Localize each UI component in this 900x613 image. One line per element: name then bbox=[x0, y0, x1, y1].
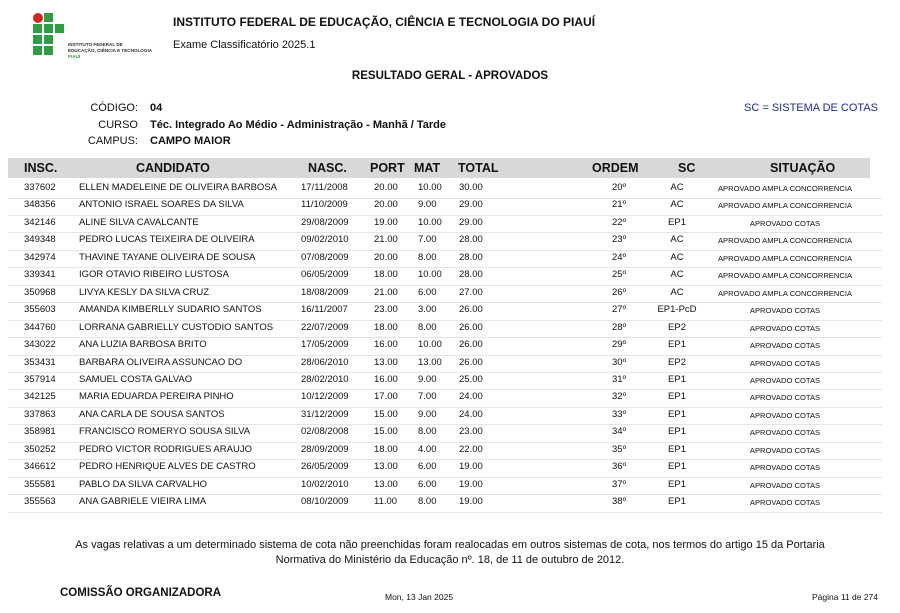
cell-total: 26.00 bbox=[459, 304, 483, 316]
cell-situacao: APROVADO AMPLA CONCORRENCIA bbox=[717, 253, 853, 263]
cell-mat: 6.00 bbox=[418, 461, 437, 473]
cell-total: 29.00 bbox=[459, 216, 483, 228]
campus-label: CAMPUS: bbox=[87, 135, 138, 147]
cell-port: 20.00 bbox=[374, 182, 398, 193]
col-situacao: SITUAÇÃO bbox=[770, 161, 836, 175]
table-row bbox=[8, 232, 882, 251]
cell-insc: 343022 bbox=[24, 339, 56, 351]
cell-ordem: 35º bbox=[612, 443, 627, 455]
cell-port: 19.00 bbox=[374, 216, 398, 228]
cell-mat: 13.00 bbox=[418, 356, 442, 368]
col-insc: INSC. bbox=[24, 161, 58, 175]
cell-total: 28.00 bbox=[459, 234, 483, 246]
cell-port: 13.00 bbox=[374, 356, 398, 368]
cell-nome: PEDRO VICTOR RODRIGUES ARAUJO bbox=[79, 443, 252, 455]
cell-insc: 348356 bbox=[24, 199, 56, 211]
cell-nome: FRANCISCO ROMERYO SOUSA SILVA bbox=[79, 426, 251, 438]
cell-port: 11.00 bbox=[374, 496, 398, 508]
cell-situacao: APROVADO COTAS bbox=[749, 480, 821, 490]
table-row bbox=[8, 424, 882, 443]
cell-sc: EP1 bbox=[668, 391, 686, 403]
logo-text-line2: EDUCAÇÃO, CIÊNCIA E TECNOLOGIA bbox=[68, 48, 153, 53]
cell-situacao: APROVADO AMPLA CONCORRENCIA bbox=[717, 236, 853, 246]
cell-insc: 357914 bbox=[24, 373, 56, 385]
cell-insc: 346612 bbox=[24, 461, 56, 473]
table-row bbox=[8, 442, 882, 461]
cell-insc: 342125 bbox=[24, 391, 56, 403]
institution-name: INSTITUTO FEDERAL DE EDUCAÇÃO, CIÊNCIA E TECNOLOGIA DO PIAUÍ bbox=[173, 15, 596, 29]
cell-total: 26.00 bbox=[459, 339, 483, 351]
cell-nome: AMANDA KIMBERLLY SUDARIO SANTOS bbox=[79, 304, 262, 316]
cell-nasc: 28/02/2010 bbox=[301, 373, 349, 385]
cell-insc: 355563 bbox=[24, 496, 56, 508]
cell-mat: 8.00 bbox=[418, 321, 437, 333]
cell-sc: EP1 bbox=[668, 339, 686, 351]
col-port: PORT bbox=[370, 161, 405, 175]
cell-nome: SAMUEL COSTA GALVAO bbox=[79, 373, 193, 385]
cell-mat: 8.00 bbox=[418, 426, 437, 438]
cell-nasc: 11/10/2009 bbox=[301, 199, 348, 211]
cell-sc: EP1 bbox=[668, 373, 686, 385]
cell-nome: LIVYA KESLY DA SILVA CRUZ bbox=[79, 286, 210, 298]
cell-nome: PEDRO HENRIQUE ALVES DE CASTRO bbox=[79, 461, 256, 473]
table-row bbox=[8, 494, 882, 513]
cell-nasc: 29/08/2009 bbox=[301, 216, 349, 228]
cell-insc: 353431 bbox=[24, 356, 56, 368]
cell-sc: EP1 bbox=[668, 408, 686, 420]
table-row bbox=[8, 267, 882, 286]
col-nasc: NASC. bbox=[308, 161, 347, 175]
cell-insc: 355581 bbox=[24, 478, 56, 490]
cell-situacao: APROVADO COTAS bbox=[749, 428, 821, 438]
cell-nome: ANA LUZIA BARBOSA BRITO bbox=[79, 339, 207, 351]
cell-ordem: 38º bbox=[612, 496, 627, 508]
cell-sc: EP1-PcD bbox=[657, 304, 697, 316]
footnote-line1: As vagas relativas a um determinado sistema de cota não preenchidas foram realocadas em outros sistemas de cota, nos termos do artigo 15 da Portaria bbox=[75, 539, 825, 551]
cell-nasc: 17/05/2009 bbox=[301, 339, 349, 351]
cell-total: 28.00 bbox=[459, 251, 483, 263]
cell-mat: 10.00 bbox=[418, 216, 442, 228]
cell-ordem: 22º bbox=[612, 216, 627, 228]
cell-nome: ANA CARLA DE SOUSA SANTOS bbox=[79, 408, 225, 420]
cell-ordem: 34º bbox=[612, 426, 627, 438]
cell-ordem: 33º bbox=[612, 408, 627, 420]
cell-insc: 349348 bbox=[24, 234, 56, 246]
table-row bbox=[8, 459, 882, 478]
cell-nasc: 28/06/2010 bbox=[301, 356, 349, 368]
cell-situacao: APROVADO AMPLA CONCORRENCIA bbox=[717, 184, 853, 193]
cell-port: 15.00 bbox=[374, 408, 398, 420]
cell-nome: LORRANA GABRIELLY CUSTODIO SANTOS bbox=[79, 321, 274, 333]
ifpi-logo bbox=[33, 13, 173, 63]
col-total: TOTAL bbox=[458, 161, 499, 175]
table-row bbox=[8, 477, 882, 496]
cell-ordem: 30º bbox=[612, 356, 627, 368]
cell-total: 24.00 bbox=[459, 391, 483, 403]
cell-ordem: 26º bbox=[612, 286, 627, 298]
cell-ordem: 36º bbox=[612, 461, 627, 473]
cell-total: 29.00 bbox=[459, 199, 483, 211]
cell-mat: 8.00 bbox=[418, 251, 437, 263]
cell-total: 30.00 bbox=[459, 182, 483, 193]
cell-sc: AC bbox=[670, 251, 684, 263]
cell-total: 19.00 bbox=[459, 496, 483, 508]
table-row bbox=[8, 372, 882, 391]
cell-situacao: APROVADO COTAS bbox=[749, 323, 821, 333]
table-row bbox=[8, 302, 882, 321]
cell-port: 18.00 bbox=[374, 443, 398, 455]
cell-nasc: 10/02/2010 bbox=[301, 478, 349, 490]
cell-insc: 342146 bbox=[24, 216, 56, 228]
cell-port: 21.00 bbox=[374, 286, 398, 298]
cell-port: 15.00 bbox=[374, 426, 398, 438]
cell-mat: 4.00 bbox=[418, 443, 437, 455]
table-row bbox=[8, 250, 882, 269]
cell-mat: 10.00 bbox=[418, 339, 442, 351]
cell-port: 17.00 bbox=[374, 391, 398, 403]
table-row bbox=[8, 285, 882, 304]
cell-sc: EP2 bbox=[668, 321, 686, 333]
cell-situacao: APROVADO COTAS bbox=[749, 410, 821, 420]
cell-ordem: 37º bbox=[612, 478, 627, 490]
cell-mat: 7.00 bbox=[418, 391, 437, 403]
cell-sc: EP1 bbox=[668, 216, 686, 228]
cell-ordem: 27º bbox=[612, 304, 627, 316]
exam-name: Exame Classificatório 2025.1 bbox=[173, 39, 316, 51]
cell-ordem: 32º bbox=[612, 391, 627, 403]
logo-text-line1: INSTITUTO FEDERAL DE bbox=[68, 42, 123, 47]
cell-nasc: 28/09/2009 bbox=[301, 443, 349, 455]
cell-port: 16.00 bbox=[374, 339, 398, 351]
cell-situacao: APROVADO COTAS bbox=[749, 358, 821, 368]
curso-value: Téc. Integrado Ao Médio - Administração - Manhã / Tarde bbox=[150, 119, 447, 131]
cell-ordem: 25º bbox=[612, 269, 627, 281]
cell-sc: AC bbox=[670, 269, 684, 281]
cell-total: 19.00 bbox=[459, 478, 483, 490]
cell-mat: 10.00 bbox=[418, 182, 442, 193]
cell-nasc: 10/12/2009 bbox=[301, 391, 349, 403]
table-row bbox=[8, 320, 882, 339]
cell-port: 13.00 bbox=[374, 461, 398, 473]
cell-port: 23.00 bbox=[374, 304, 398, 316]
cell-mat: 3.00 bbox=[418, 304, 437, 316]
cell-total: 24.00 bbox=[459, 408, 483, 420]
cell-port: 21.00 bbox=[374, 234, 398, 246]
cell-insc: 350968 bbox=[24, 286, 56, 298]
cell-insc: 350252 bbox=[24, 443, 56, 455]
cell-insc: 358981 bbox=[24, 426, 56, 438]
sc-legend: SC = SISTEMA DE COTAS bbox=[744, 102, 878, 114]
cell-nasc: 16/11/2007 bbox=[301, 304, 348, 316]
cell-insc: 355603 bbox=[24, 304, 56, 316]
cell-nome: MARIA EDUARDA PEREIRA PINHO bbox=[79, 391, 234, 403]
cell-mat: 9.00 bbox=[418, 199, 437, 211]
col-candidato: CANDIDATO bbox=[136, 161, 210, 175]
cell-situacao: APROVADO AMPLA CONCORRENCIA bbox=[717, 201, 853, 211]
cell-ordem: 28º bbox=[612, 321, 627, 333]
cell-situacao: APROVADO COTAS bbox=[749, 498, 821, 508]
cell-port: 20.00 bbox=[374, 251, 398, 263]
page-number: Página 11 de 274 bbox=[811, 592, 878, 602]
cell-mat: 6.00 bbox=[418, 286, 437, 298]
cell-ordem: 21º bbox=[612, 199, 627, 211]
cell-mat: 10.00 bbox=[418, 269, 442, 281]
cell-total: 28.00 bbox=[459, 269, 483, 281]
cell-total: 27.00 bbox=[459, 286, 483, 298]
curso-label: CURSO bbox=[98, 119, 138, 131]
print-date: Mon, 13 Jan 2025 bbox=[385, 592, 454, 602]
cell-total: 22.00 bbox=[459, 443, 483, 455]
cell-nasc: 31/12/2009 bbox=[301, 408, 349, 420]
cell-nome: THAVINE TAYANE OLIVEIRA DE SOUSA bbox=[79, 251, 256, 263]
col-mat: MAT bbox=[414, 161, 441, 175]
cell-sc: AC bbox=[670, 286, 684, 298]
col-ordem: ORDEM bbox=[592, 161, 639, 175]
committee-signature: COMISSÃO ORGANIZADORA bbox=[60, 587, 221, 599]
cell-situacao: APROVADO AMPLA CONCORRENCIA bbox=[717, 271, 853, 281]
result-title: RESULTADO GERAL - APROVADOS bbox=[351, 70, 549, 82]
cell-nome: PEDRO LUCAS TEIXEIRA DE OLIVEIRA bbox=[79, 234, 255, 246]
cell-sc: AC bbox=[670, 182, 684, 193]
cell-sc: EP1 bbox=[668, 496, 686, 508]
cell-mat: 8.00 bbox=[418, 496, 437, 508]
cell-situacao: APROVADO COTAS bbox=[749, 463, 821, 473]
cell-situacao: APROVADO COTAS bbox=[749, 341, 821, 351]
cell-ordem: 23º bbox=[612, 234, 627, 246]
cell-mat: 9.00 bbox=[418, 373, 437, 385]
cell-total: 26.00 bbox=[459, 321, 483, 333]
cell-ordem: 24º bbox=[612, 251, 627, 263]
logo-text-line3: PIAUÍ bbox=[68, 54, 81, 59]
footnote-line2: Normativa do Ministério da Educação nº. 18, de 11 de outubro de 2012. bbox=[275, 554, 625, 566]
cell-total: 26.00 bbox=[459, 356, 483, 368]
campus-value: CAMPO MAIOR bbox=[150, 135, 231, 147]
table-row bbox=[8, 197, 882, 216]
cell-total: 19.00 bbox=[459, 461, 483, 473]
cell-nome: ANA GABRIELE VIEIRA LIMA bbox=[79, 496, 207, 508]
cell-nome: ANTONIO ISRAEL SOARES DA SILVA bbox=[79, 199, 244, 211]
cell-situacao: APROVADO COTAS bbox=[749, 375, 821, 385]
cell-sc: EP2 bbox=[668, 356, 686, 368]
cell-mat: 6.00 bbox=[418, 478, 437, 490]
cell-nome: ELLEN MADELEINE DE OLIVEIRA BARBOSA bbox=[79, 182, 277, 193]
cell-situacao: APROVADO COTAS bbox=[749, 218, 821, 228]
table-row bbox=[8, 337, 882, 356]
cell-port: 16.00 bbox=[374, 373, 398, 385]
cell-nasc: 08/10/2009 bbox=[301, 496, 349, 508]
cell-ordem: 29º bbox=[612, 339, 627, 351]
cell-mat: 9.00 bbox=[418, 408, 437, 420]
cell-situacao: APROVADO COTAS bbox=[749, 306, 821, 316]
cell-sc: AC bbox=[670, 199, 684, 211]
cell-port: 18.00 bbox=[374, 269, 398, 281]
cell-nome: ALINE SILVA CAVALCANTE bbox=[79, 216, 199, 228]
cell-insc: 339341 bbox=[24, 269, 56, 281]
table-row bbox=[8, 389, 882, 408]
table-row bbox=[8, 215, 882, 234]
cell-nome: IGOR OTAVIO RIBEIRO LUSTOSA bbox=[79, 269, 229, 281]
cell-total: 23.00 bbox=[459, 426, 483, 438]
col-sc: SC bbox=[678, 161, 696, 175]
cell-situacao: APROVADO COTAS bbox=[749, 393, 821, 403]
logo-red-circle bbox=[33, 13, 43, 23]
cell-nasc: 02/08/2008 bbox=[301, 426, 349, 438]
cell-nome: PABLO DA SILVA CARVALHO bbox=[79, 478, 207, 490]
cell-nasc: 07/08/2009 bbox=[301, 251, 349, 263]
cell-sc: EP1 bbox=[668, 478, 686, 490]
cell-nasc: 09/02/2010 bbox=[301, 234, 349, 246]
table-row bbox=[8, 355, 882, 374]
cell-nasc: 17/11/2008 bbox=[301, 182, 348, 193]
cell-insc: 344760 bbox=[24, 321, 56, 333]
cell-sc: AC bbox=[670, 234, 684, 246]
cell-nasc: 18/08/2009 bbox=[301, 286, 349, 298]
table-row bbox=[8, 180, 882, 199]
cell-total: 25.00 bbox=[459, 373, 483, 385]
codigo-label: CÓDIGO: bbox=[90, 102, 138, 114]
cell-sc: EP1 bbox=[668, 461, 686, 473]
cell-ordem: 20º bbox=[612, 182, 627, 193]
cell-insc: 337863 bbox=[24, 408, 56, 420]
cell-situacao: APROVADO AMPLA CONCORRENCIA bbox=[717, 288, 853, 298]
table-row bbox=[8, 407, 882, 426]
cell-ordem: 31º bbox=[612, 373, 627, 385]
cell-port: 13.00 bbox=[374, 478, 398, 490]
cell-nome: BARBARA OLIVEIRA ASSUNCAO DO bbox=[79, 356, 243, 368]
cell-sc: EP1 bbox=[668, 443, 686, 455]
cell-mat: 7.00 bbox=[418, 234, 437, 246]
cell-insc: 342974 bbox=[24, 251, 56, 263]
footnote bbox=[0, 538, 900, 568]
cell-insc: 337602 bbox=[24, 182, 56, 193]
cell-nasc: 26/05/2009 bbox=[301, 461, 349, 473]
cell-nasc: 06/05/2009 bbox=[301, 269, 349, 281]
cell-situacao: APROVADO COTAS bbox=[749, 445, 821, 455]
cell-nasc: 22/07/2009 bbox=[301, 321, 349, 333]
codigo-value: 04 bbox=[150, 102, 163, 114]
cell-port: 18.00 bbox=[374, 321, 398, 333]
cell-sc: EP1 bbox=[668, 426, 686, 438]
cell-port: 20.00 bbox=[374, 199, 398, 211]
